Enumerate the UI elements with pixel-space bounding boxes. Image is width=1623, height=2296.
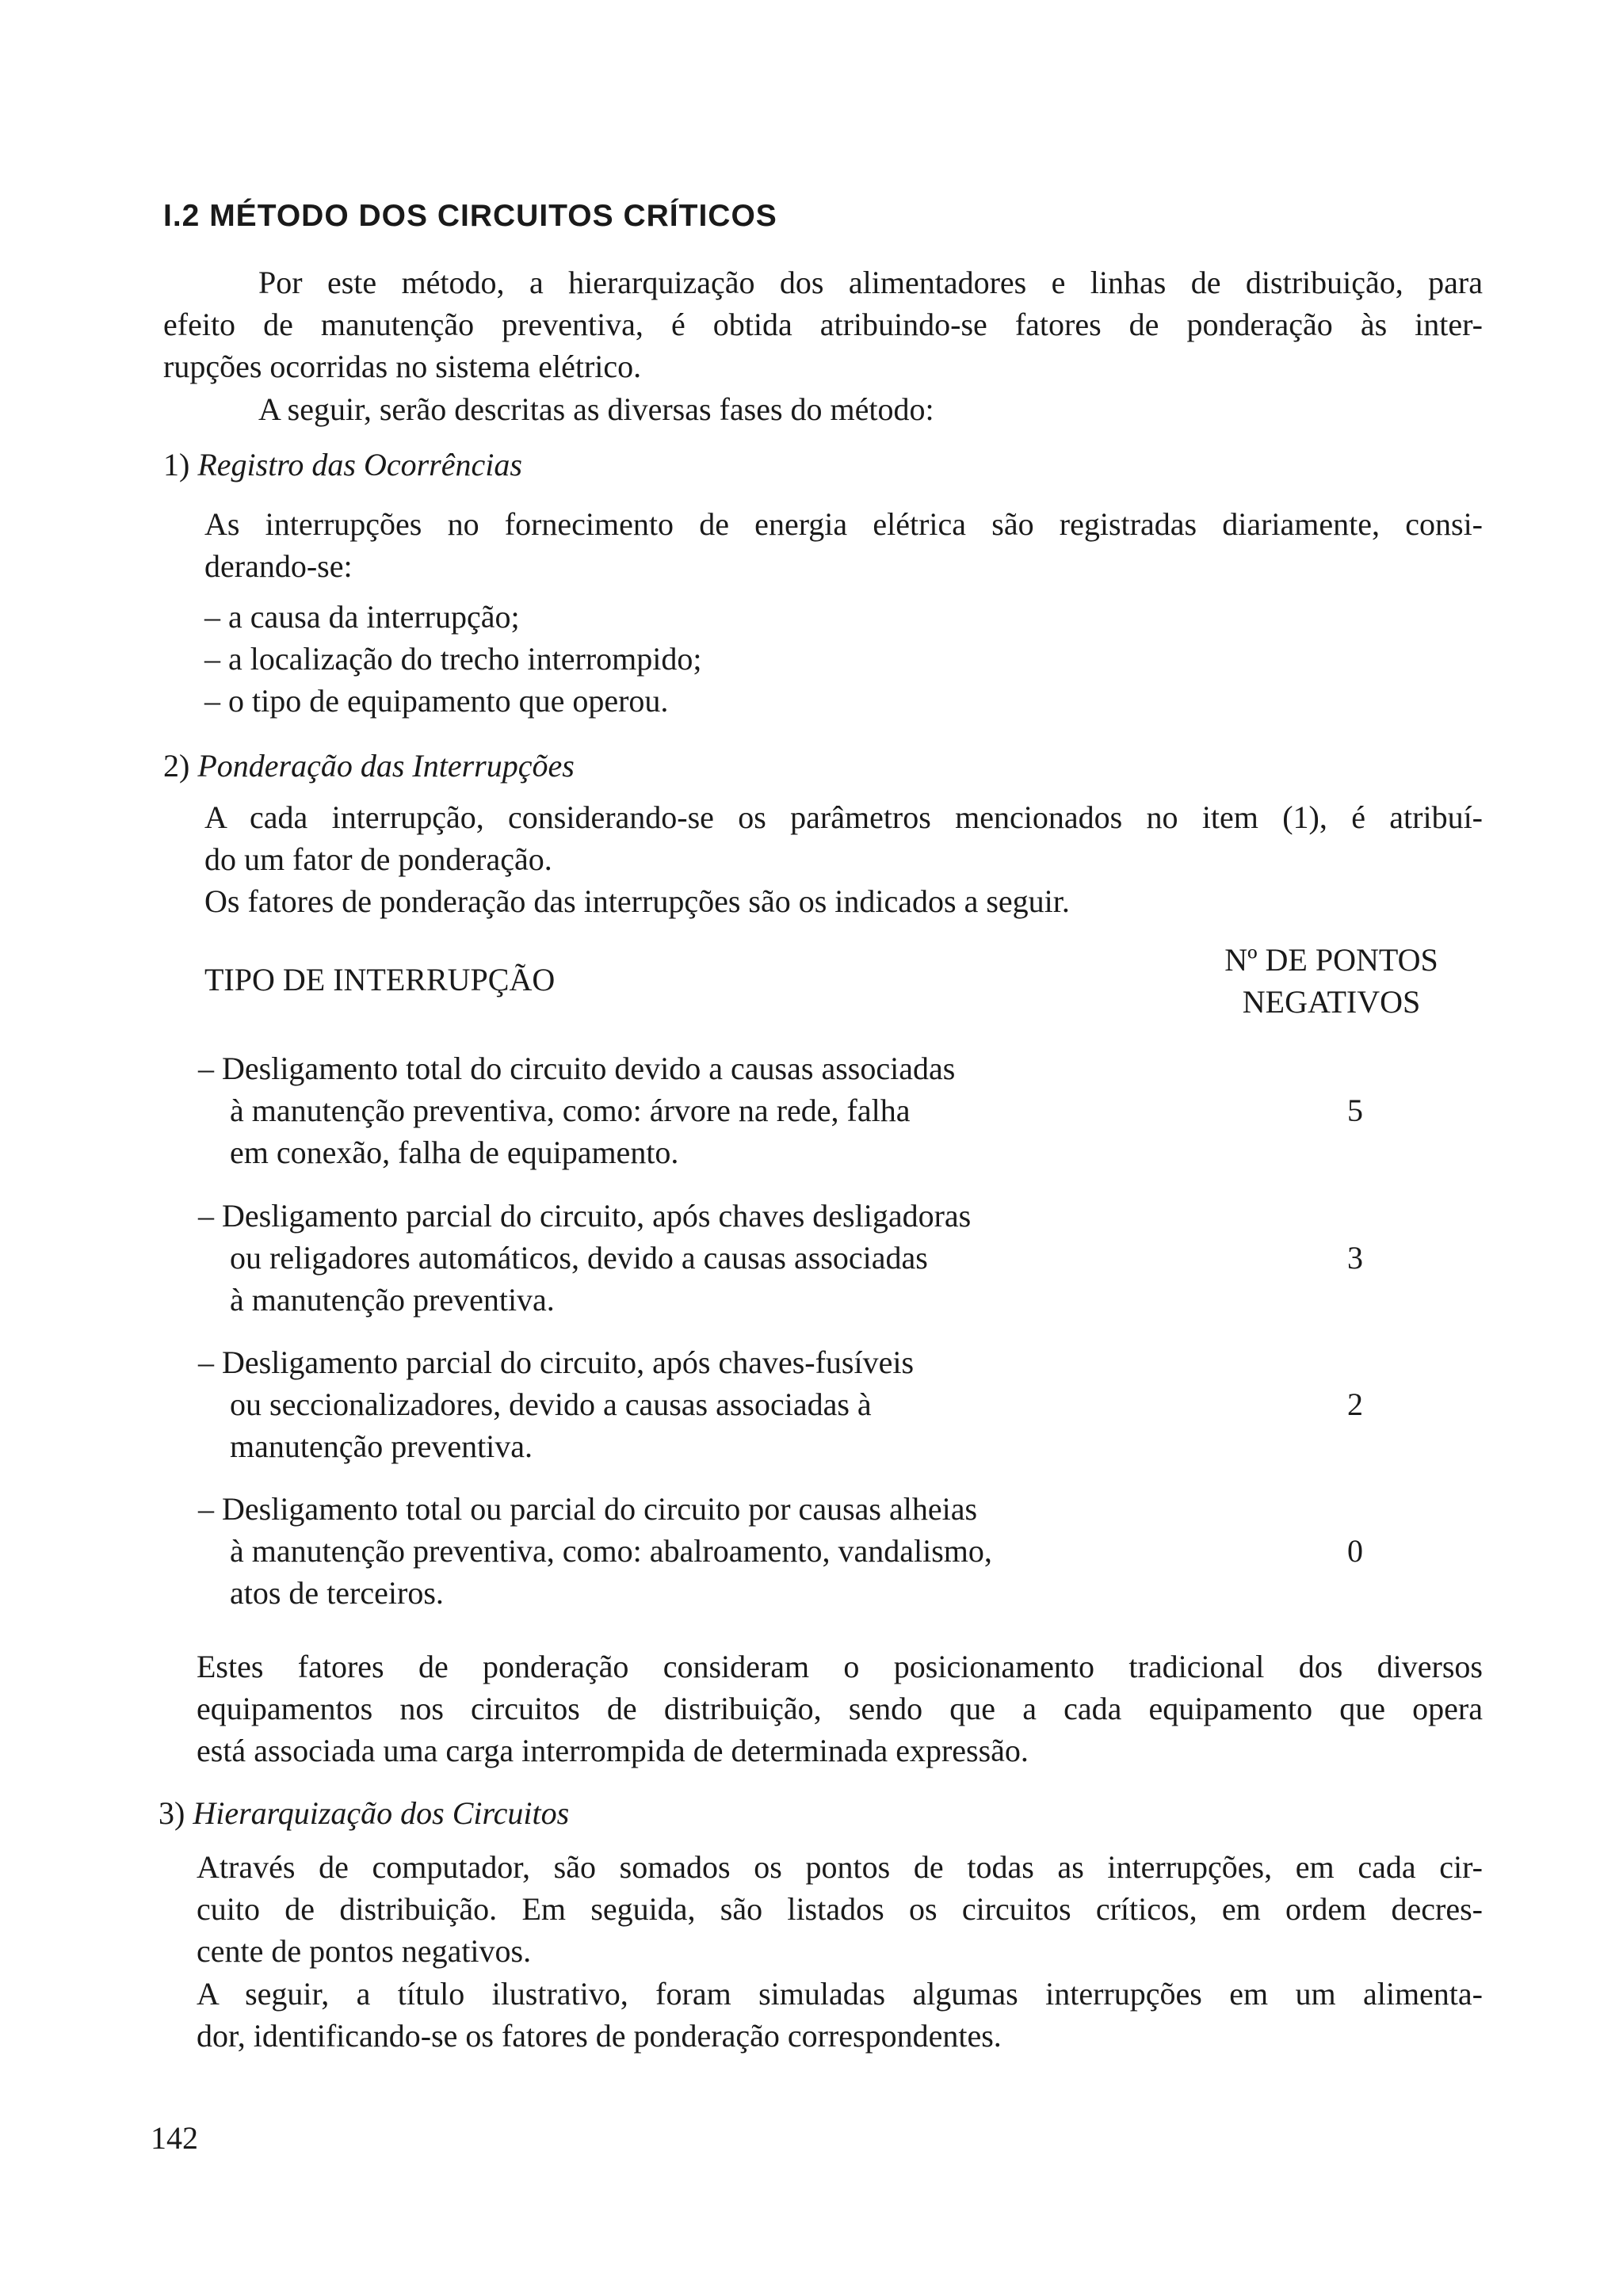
table-row-line: à manutenção preventiva, como: árvore na rede, falha — [230, 1093, 911, 1128]
list-item: – a localização do trecho interrompido; — [204, 641, 702, 677]
section-2-title — [163, 745, 575, 787]
section-3-line: A seguir, a título ilustrativo, foram simuladas algumas interrupções em um alimenta- — [197, 1976, 1483, 2012]
page-number: 142 — [151, 2120, 198, 2156]
table-row-line: à manutenção preventiva, como: abalroamento, vandalismo, — [230, 1533, 992, 1569]
section-3-label: Hierarquização dos Circuitos — [193, 1795, 570, 1831]
section-2-line: Os fatores de ponderação das interrupções são os indicados a seguir. — [204, 883, 1070, 919]
intro-line: efeito de manutenção preventiva, é obtida atribuindo-se fatores de ponderação às inter- — [163, 307, 1483, 342]
section-heading: I.2 MÉTODO DOS CIRCUITOS CRÍTICOS — [163, 199, 777, 233]
section-1-number: 1) — [163, 447, 190, 482]
table-row-line: ou religadores automáticos, devido a causas associadas — [230, 1240, 928, 1276]
intro-line: rupções ocorridas no sistema elétrico. — [163, 349, 642, 384]
table-row-points: 2 — [1347, 1386, 1363, 1422]
table-row — [198, 1488, 1109, 1614]
section-3-number: 3) — [158, 1795, 185, 1831]
closing-line: equipamentos nos circuitos de distribuição, sendo que a cada equipamento que opera — [197, 1691, 1483, 1726]
section-3-line: Através de computador, são somados os pontos de todas as interrupções, em cada cir- — [197, 1849, 1483, 1885]
section-2-paragraph — [204, 796, 1483, 922]
section-3-line: dor, identificando-se os fatores de ponderação correspondentes. — [197, 2018, 1002, 2054]
section-2-closing-paragraph — [197, 1646, 1483, 1772]
table-row-line: – Desligamento total do circuito devido a causas associadas — [198, 1051, 956, 1086]
table-row-line: – Desligamento parcial do circuito, após chaves-fusíveis — [198, 1344, 915, 1380]
section-1-line: As interrupções no fornecimento de energia elétrica são registradas diariamente, consi- — [204, 506, 1483, 542]
section-1-paragraph — [204, 503, 1483, 587]
section-2-number: 2) — [163, 748, 190, 784]
table-header-points-line: Nº DE PONTOS — [1224, 942, 1438, 978]
table-row-line: ou seccionalizadores, devido a causas associadas à — [230, 1386, 872, 1422]
table-row-line: – Desligamento parcial do circuito, após chaves desligadoras — [198, 1198, 972, 1234]
section-1-title — [163, 444, 522, 486]
table-row-points: 0 — [1347, 1533, 1363, 1569]
table-row-line: à manutenção preventiva. — [230, 1282, 555, 1318]
intro-paragraph — [163, 261, 1483, 387]
table-row — [198, 1047, 1109, 1173]
section-3-line: cente de pontos negativos. — [197, 1933, 532, 1969]
intro-line: Por este método, a hierarquização dos alimentadores e linhas de distribuição, para — [258, 265, 1483, 300]
section-3-paragraph — [197, 1846, 1483, 1972]
table-row — [198, 1341, 1109, 1467]
table-header-points-line: NEGATIVOS — [1242, 984, 1421, 1020]
section-3-title — [158, 1792, 569, 1834]
section-1-line: derando-se: — [204, 548, 353, 584]
table-row-points: 5 — [1347, 1093, 1363, 1128]
intro-phases-text: A seguir, serão descritas as diversas fases do método: — [258, 391, 934, 427]
section-3-line: cuito de distribuição. Em seguida, são listados os circuitos críticos, em ordem decres- — [197, 1891, 1483, 1927]
closing-line: Estes fatores de ponderação consideram o posicionamento tradicional dos diversos — [197, 1649, 1483, 1684]
table-row-line: – Desligamento total ou parcial do circuito por causas alheias — [198, 1491, 978, 1527]
table-row-line: atos de terceiros. — [230, 1575, 444, 1611]
table-row-line: em conexão, falha de equipamento. — [230, 1135, 679, 1170]
table-header-points — [1212, 939, 1450, 1023]
list-item: – o tipo de equipamento que operou. — [204, 683, 669, 719]
section-3-paragraph-2 — [197, 1973, 1483, 2057]
table-row-points: 3 — [1347, 1240, 1363, 1276]
table-row-line: manutenção preventiva. — [230, 1428, 533, 1464]
section-2-line: do um fator de ponderação. — [204, 841, 552, 877]
table-row — [198, 1195, 1109, 1321]
table-header-type: TIPO DE INTERRUPÇÃO — [204, 962, 556, 997]
section-2-line: A cada interrupção, considerando-se os parâmetros mencionados no item (1), é atribuí- — [204, 799, 1483, 835]
section-1-label: Registro das Ocorrências — [197, 447, 522, 482]
list-item: – a causa da interrupção; — [204, 599, 520, 635]
closing-line: está associada uma carga interrompida de determinada expressão. — [197, 1733, 1029, 1768]
section-1-list — [204, 596, 702, 722]
section-2-label: Ponderação das Interrupções — [197, 748, 575, 784]
